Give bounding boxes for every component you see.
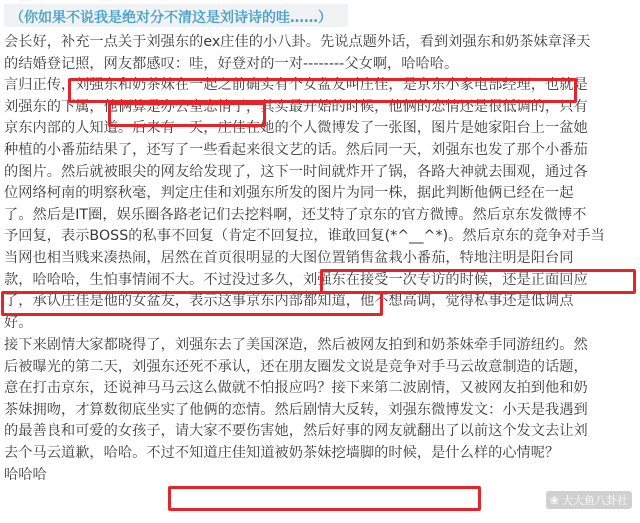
text-line: 后被曝光的第二天，刘强东还死不承认，还在朋友圈发文说是竞争对手马云故意制造的话题， [4, 358, 588, 375]
title-banner [4, 4, 348, 27]
text-line: 了，承认庄佳是他的女盆友，表示这事京东内部都知道，他不想高调，觉得私事还是低调点 [4, 293, 574, 310]
highlight-box [168, 486, 481, 511]
text-line: 茶妹拥吻，才算数彻底坐实了他俩的恋情。然后剧情大反转，刘强东微博发文：小天是我遇到 [4, 401, 588, 418]
highlight-box [68, 78, 577, 103]
text-line: 当网也相当贱来凑热闹，居然在首页很明显的大图位置销售盆栽小番茄，特地注明是阳台同 [4, 249, 574, 266]
text-line: 哈哈哈 [4, 466, 47, 483]
text-line: 京东内部的人知道。后来有一天，庄佳在她的个人微博发了一张图，图片是她家阳台上一盆她 [4, 120, 588, 137]
watermark-text: 大大鱼八卦社 [562, 494, 628, 507]
watermark [546, 491, 632, 509]
text-line: 会长好，补充一点关于刘强东的ex庄佳的小八卦。先说点题外话，看到刘强东和奶茶妹章泽天 [4, 34, 591, 50]
text-line: 刘强东的下属，他俩算是办公室恋情了，其实最开始的时候，他俩的恋情还是很低调的，只有 [4, 98, 588, 115]
text-line: 接下来剧情大家都晓得了，刘强东去了美国深造，然后被网友拍到和奶茶妹牵手同游纽约。然 [4, 337, 588, 353]
text-line: 的结婚登记照，网友都感叹：哇，好登对的一对--------父女啊，哈哈哈。 [4, 55, 459, 72]
text-line: 言归正传，刘强东和奶茶妹在一起之前确实有个女盆友叫庄佳，是京东小家电部经理，也就是 [4, 77, 588, 94]
text-line: 了。然后是IT圈，娱乐圈各路老记们去挖料啊，还艾特了京东的官方微博。然后京东发微博不 [4, 206, 587, 223]
text-line: 好。 [4, 314, 33, 331]
text-line: 种植的小番茄结果了，还写了一些看起来很文艺的话。然后同一天，刘强东也发了那个小番茄 [4, 141, 588, 158]
page-title: （你如果不说我是绝对分不清这是刘诗诗的哇……） [10, 10, 332, 26]
highlight-box [1, 291, 383, 316]
highlight-box [108, 102, 266, 127]
paw-icon: ❀ [549, 494, 559, 507]
text-line: 位网络柯南的明察秋毫，判定庄佳和刘强东所发的图片为同一株，据此判断他俩已经在一起 [4, 185, 574, 202]
text-line: 意在打击京东，还说神马马云这么做就不怕报应吗？接下来第二波剧情，又被网友拍到他和奶 [4, 380, 588, 397]
paragraph-2 [4, 335, 638, 486]
text-line: 款，哈哈哈，生怕事情闹不大。不过没过多久，刘强东在接受一次专访的时候，还是正面回应 [4, 271, 588, 288]
text-line: 予回复，表示BOSS的私事不回复（肯定不回复拉，谁敢回复(*^__^*)。然后京东的竞争对手当 [4, 228, 605, 245]
text-line: 的图片。然后就被眼尖的网友给发现了，这下一时间就炸开了锅，各路大神就去围观，通过各 [4, 163, 588, 180]
text-line: 的最善良和可爱的女孩子，请大家不要伤害她，然后好事的网友就翻出了以前这个发文去让刘 [4, 423, 588, 440]
text-line: 去个马云道歉，哈哈。不过不知道庄佳知道被奶茶妹挖墙脚的时候，是什么样的心情呢？ [4, 444, 560, 461]
